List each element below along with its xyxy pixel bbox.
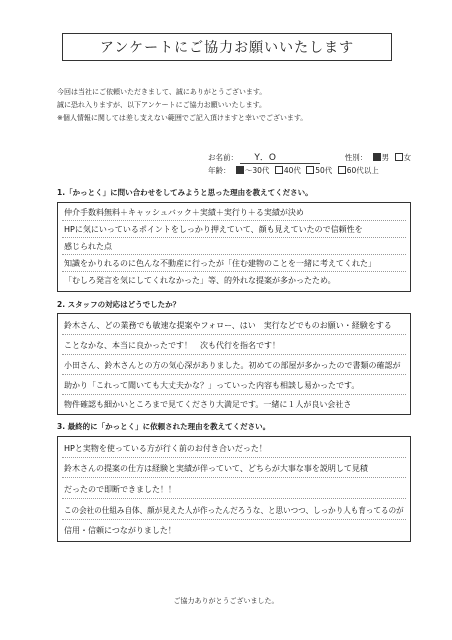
age-row — [208, 165, 379, 176]
question-3-label: 3. 最終的に「かっとく」に依頼された理由を教えてください。 — [57, 422, 271, 431]
age-label: 年齢： — [208, 166, 231, 175]
age-option: 40代 — [283, 166, 301, 175]
answer-line: HPに気にいっているポイントをしっかり押えていて、顔も見えていたので信頼性を — [64, 225, 363, 234]
answer-line: 物件確認も細かいところまで見てくださり大満足です。一緒に１人が良い会社さ — [64, 400, 352, 409]
gender-male-label: 男 — [381, 153, 390, 162]
intro-text — [57, 86, 307, 125]
answer-line: 小田さん、鈴木さんとの方の気心深がありました。初めての部屋が多かったので書類の確認が — [64, 361, 401, 370]
answer-line: だったので即断できました！！ — [64, 485, 176, 494]
name-label: お名前： — [208, 153, 238, 162]
gender-label: 性別： — [344, 153, 368, 162]
answer-line: HPと実物を使っている方が行く前のお付き合いだった！ — [64, 444, 267, 453]
age-option: 60代以上 — [346, 166, 379, 175]
answer-line: 信用・信頼につながりました！ — [64, 526, 176, 535]
age-checkbox — [236, 166, 244, 174]
name-row — [208, 150, 411, 164]
intro-line: ※個人情報に関しては差し支えない範囲でご記入頂けますと幸いでございます。 — [57, 114, 308, 122]
answer-line: 鈴木さん、どの業務でも敏速な提案やフォロー、はい 実行などでものお願い・経験をする — [64, 321, 392, 330]
survey-title: アンケートにご協力お願いいたします — [99, 40, 355, 56]
age-checkbox — [306, 166, 314, 174]
answer-line: 鈴木さんの提案の仕方は経験と実績が伴っていて、どちらが大事な事を説明して見積 — [64, 464, 368, 473]
question-1-label: 1.「かっとく」に問い合わせをしてみようと思った理由を教えてください。 — [57, 188, 313, 197]
intro-line: 今回は当社にご依頼いただきまして、誠にありがとうございます。 — [57, 88, 267, 96]
name-field — [240, 150, 320, 164]
gender-male-checkbox — [373, 153, 381, 161]
gender-female-label: 女 — [403, 153, 412, 162]
age-checkbox — [275, 166, 283, 174]
answer-line: ことなかな、本当に良かったです！ 次も代行を指名です！ — [64, 341, 280, 350]
answer-line: 「むしろ発言を気にしてくれなかった」等、的外れな提案が多かったため。 — [64, 276, 336, 285]
intro-line: 誠に恐れ入りますが、以下アンケートにご協力お願いいたします。 — [57, 101, 267, 109]
age-checkbox — [338, 166, 346, 174]
answer-box-2 — [57, 313, 411, 415]
age-option: 50代 — [315, 166, 333, 175]
answer-line: 助かり「これって聞いても大丈夫かな？」っていった内容も相談し易かったです。 — [64, 381, 360, 390]
answer-line: 知識をかりれるのに色んな不動産に行ったが「住む建物のことを一緒に考えてくれた」 — [64, 259, 376, 268]
answer-box-1 — [57, 202, 411, 292]
answer-line: この会社の仕組み自体、顔が見えた人が作ったんだろうな、と思いつつ、しっかり人も育ってるのが — [64, 506, 404, 515]
age-option: ～30代 — [244, 166, 270, 175]
gender-female-checkbox — [395, 153, 403, 161]
answer-box-3 — [57, 436, 411, 542]
name-value: Y．O — [254, 153, 276, 163]
footer-thanks: ご協力ありがとうございました。 — [173, 597, 279, 605]
answer-line: 仲介手数料無料＋キャッシュバック＋実績＋実行り＋る実績が決め — [64, 208, 304, 217]
question-2-label: 2. スタッフの対応はどうでしたか？ — [57, 300, 181, 309]
answer-line: 感じられた点 — [64, 242, 112, 251]
survey-title-box — [62, 33, 392, 61]
